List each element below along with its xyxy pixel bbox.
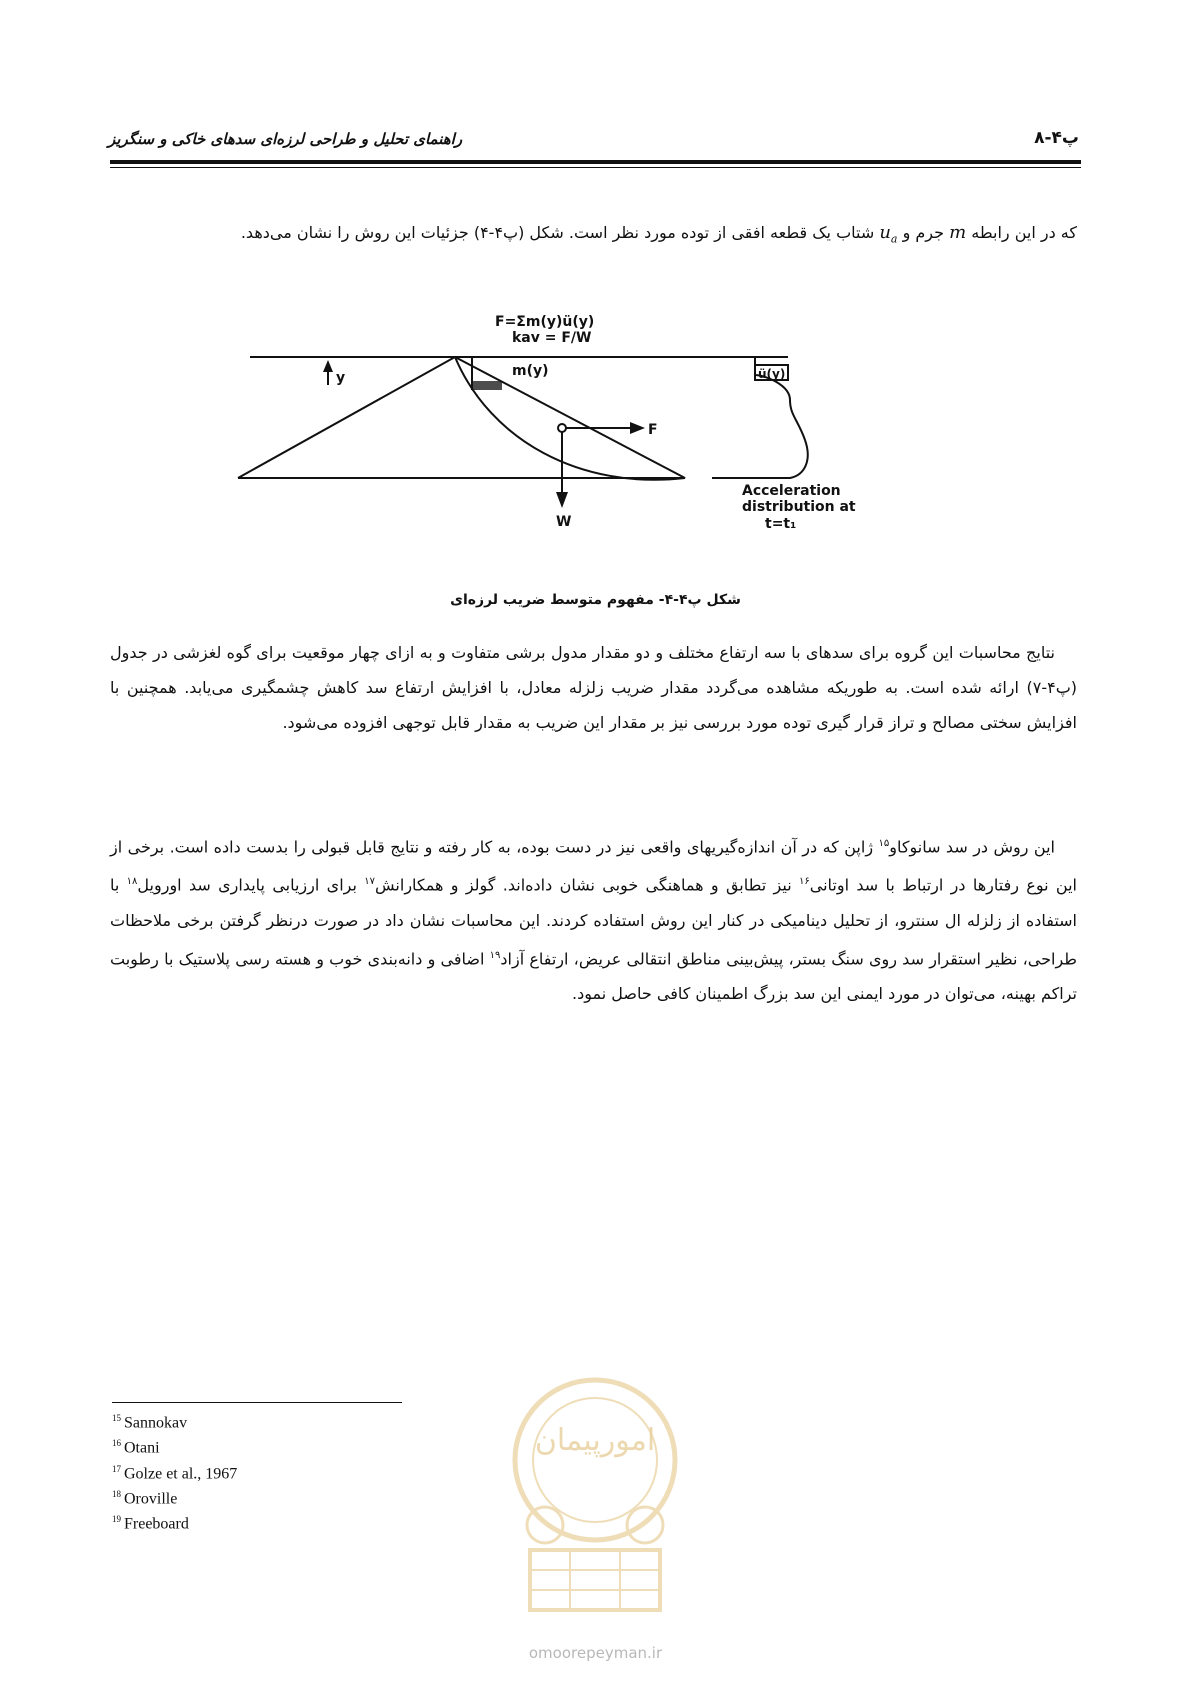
watermark-seal-text: امورپیمان — [534, 1423, 656, 1458]
seismic-coefficient-figure — [250, 314, 930, 575]
accel-label-2: distribution at — [742, 499, 856, 515]
header-rule-thick — [110, 160, 1081, 164]
accel-label-3: t=t₁ — [765, 516, 797, 532]
paragraph-text: اضافی و دانه‌بندی خوب و هسته رسی پلاستیک با رطوبت تراکم بهینه، می‌توان در مورد ایمنی این سد بزرگ اطمینان کافی حاصل نمود. — [110, 948, 1077, 1003]
footnote-item — [112, 1408, 237, 1433]
paragraph-applications — [110, 826, 1077, 1011]
footnote-text: Otani — [124, 1439, 160, 1457]
watermark-url: omoorepeyman.ir — [528, 1644, 663, 1662]
footnote-number: 17 — [112, 1463, 121, 1474]
paragraph-text: برای ارزیابی پایداری سد اورویل — [137, 875, 357, 895]
paragraph-text: که در این رابطه — [971, 223, 1077, 242]
footnote-number: 19 — [112, 1514, 121, 1525]
arrowhead-W — [556, 492, 568, 508]
footnote-text: Freeboard — [124, 1515, 189, 1533]
paragraph-intro — [110, 215, 1077, 257]
accel-label-1: Acceleration — [742, 483, 841, 499]
hatched-slab-m-y — [472, 381, 502, 390]
paragraph-text: با استفاده از زلزله ال سنترو، از تحلیل دینامیکی در کنار این روش استفاده کردند. این محاسبات نشان داد در صورت درنظر گرفتن برخی ملاحظات طراحی، نظیر استقرار سد روی سنگ بستر، پیش‌بینی مناطق انتقالی عریض، ارتفاع آزاد — [110, 875, 1078, 968]
paragraph-results: نتایج محاسبات این گروه برای سدهای با سه ارتفاع مختلف و دو مقدار مدول برشی متفاوت و به ازای چهار موقعیت برای گوه لغزشی در جدول (پ۴-۷) ارائه شده است. به طوریکه مشاهده می‌گردد مقدار ضریب زلزله معادل، با افزایش ارتفاع سد کاهش چشمگیری می‌یابد. همچنین با افزایش سختی مصالح و تراز قرار گیری توده مورد بررسی نیز بر مقدار این ضریب به مقدار قابل توجهی افزوده می‌شود. — [110, 643, 1077, 732]
math-symbol-ua: $u_a$ — [879, 222, 898, 246]
footnote-text: Golze et al., 1967 — [124, 1464, 238, 1482]
formula-kav: kav = F/W — [512, 330, 592, 346]
paragraph-text: ژاپن که در آن اندازه‌گیریهای واقعی نیز در دست بوده، به کار رفته و نتایج قابل قبولی را بدست داده است. برخی از این نوع رفتارها در ارتباط با سد اوتانی — [110, 837, 1077, 895]
paragraph-text: این روش در سد سانوکاو — [889, 837, 1056, 857]
footnote-text: Oroville — [124, 1490, 178, 1508]
footnote-item — [112, 1433, 237, 1458]
footnote-ref[interactable]: ۱۸ — [126, 876, 138, 888]
formula-F: F=Σm(y)ü(y) — [495, 314, 595, 330]
footnote-item — [112, 1484, 237, 1509]
footnotes — [112, 1408, 237, 1535]
footnote-item — [112, 1509, 237, 1534]
footnote-number: 15 — [112, 1413, 121, 1423]
footnote-number: 16 — [112, 1438, 121, 1449]
arrowhead-F — [630, 422, 645, 434]
paragraph-text: جرم و — [902, 223, 945, 242]
label-u-y: ü(y) — [758, 367, 786, 381]
math-symbol-m: m — [949, 222, 967, 243]
page-number: پ۴-۸ — [1034, 128, 1079, 148]
label-F: F — [648, 422, 658, 438]
label-W: W — [556, 514, 572, 530]
header-rule-thin — [110, 167, 1081, 168]
footnote-ref[interactable]: ۱۷ — [364, 876, 376, 888]
label-y: y — [336, 370, 346, 386]
figure-caption: شکل پ۴-۴- مفهوم متوسط ضریب لرزه‌ای — [450, 592, 741, 608]
arrowhead-y — [323, 360, 333, 372]
label-m-y: m(y) — [512, 363, 549, 379]
footnote-text: Sannokav — [124, 1414, 188, 1432]
footnote-ref[interactable]: ۱۹ — [489, 949, 501, 961]
running-header-title: راهنمای تحلیل و طراحی لرزه‌ای سدهای خاکی و سنگریز — [108, 130, 463, 148]
footnote-rule — [112, 1402, 402, 1403]
footnote-number: 18 — [112, 1488, 121, 1499]
footnote-ref[interactable]: ۱۶ — [799, 876, 810, 888]
dam-section — [238, 357, 685, 478]
paragraph-text: شتاب یک قطعه افقی از توده مورد نظر است. شکل (پ۴-۴) جزئیات این روش را نشان می‌دهد. — [240, 223, 875, 242]
footnote-ref[interactable]: ۱۵ — [878, 838, 890, 849]
footnote-item — [112, 1459, 237, 1484]
paragraph-text: نیز تطابق و هماهنگی خوبی نشان داده‌اند. گولز و همکارانش — [375, 875, 792, 895]
center-of-mass-point — [558, 424, 566, 432]
watermark-seal — [470, 1340, 720, 1660]
